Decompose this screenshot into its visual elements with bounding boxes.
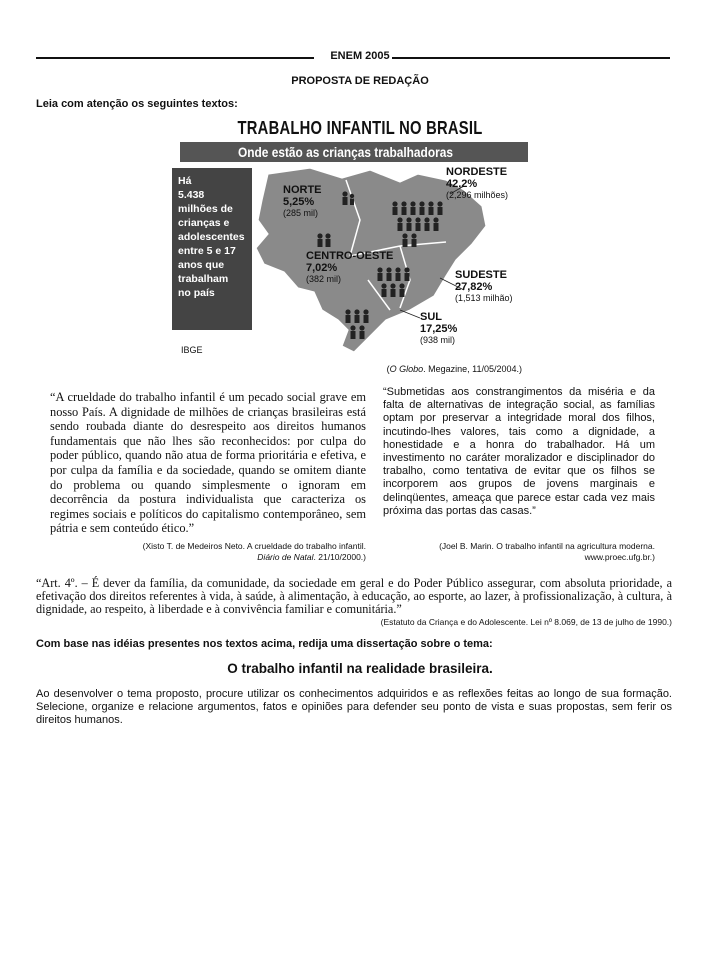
infographic-title: TRABALHO INFANTIL NO BRASIL	[237, 118, 483, 138]
section-title: PROPOSTA DE REDAÇÃO	[291, 75, 429, 87]
region-pct: 27,82%	[455, 281, 493, 293]
region-label-nordeste	[446, 166, 508, 200]
box-line: crianças e	[178, 217, 230, 229]
text2-body: “Submetidas aos constrangimentos da miséria e da falta de alternativas de integração social, as famílias optam por preservar a integridade moral dos filhos, incutindo-lhes valores, tais como a dignidade, a honestidade e a honra do trabalhador. Há um investimento no caráter moralizador e disciplinador do trabalho, como tentativa de evitar que os filhos se incorporem aos grupos de jovens marginais e delinqüentes, ameaça que parece estar cada vez mais próxima das portas das casas.”	[383, 386, 655, 517]
region-pct: 5,25%	[283, 196, 315, 208]
text1-cite-line1: (Xisto T. de Medeiros Neto. A crueldade do trabalho infantil.	[142, 541, 366, 551]
region-name: NORTE	[283, 184, 322, 196]
region-label-sudeste	[455, 269, 513, 303]
infographic-source: (O Globo. Megazine, 11/05/2004.)	[386, 364, 522, 374]
region-count: (1,513 milhão)	[455, 293, 513, 303]
box-line: trabalham	[178, 273, 229, 285]
box-line: 5.438	[178, 189, 205, 201]
text1-cite-line2: Diário de Natal. 21/10/2000.)	[257, 552, 366, 562]
box-line: adolescentes	[178, 231, 245, 243]
region-pct: 7,02%	[306, 262, 338, 274]
region-count: (285 mil)	[283, 208, 319, 218]
article-text: “Art. 4º. – É dever da família, da comunidade, da sociedade em geral e do Poder Público assegurar, com absoluta prioridade, a efetivação dos direitos referentes à vida, à saúde, à alimentação, à educação, ao esporte, ao lazer, à profissionalização, à cultura, à dignidade, ao respeito, à liberdade e à convivência familiar e comunitária.”	[36, 576, 672, 617]
box-line: no país	[178, 287, 215, 299]
exam-title: ENEM 2005	[330, 50, 390, 62]
box-line: Há	[178, 175, 192, 187]
text1-citation	[50, 541, 366, 563]
essay-prompt: Com base nas idéias presentes nos textos acima, redija uma dissertação sobre o tema:	[36, 638, 493, 650]
region-name: CENTRO-OESTE	[306, 250, 394, 262]
lead-text: Leia com atenção os seguintes textos:	[36, 98, 238, 110]
region-count: (938 mil)	[420, 335, 456, 345]
text2-cite-line1: (Joel B. Marin. O trabalho infantil na agricultura moderna.	[439, 541, 655, 551]
infographic-total-box	[172, 168, 252, 330]
region-name: NORDESTE	[446, 166, 508, 178]
text2-cite-line2: www.proec.ufg.br.)	[584, 552, 655, 562]
region-label-norte	[283, 184, 322, 218]
infographic-subtitle: Onde estão as crianças trabalhadoras	[238, 144, 453, 160]
region-count: (382 mil)	[306, 274, 342, 284]
region-name: SUL	[420, 311, 442, 323]
essay-instructions: Ao desenvolver o tema proposto, procure utilizar os conhecimentos adquiridos e as reflexões feitas ao longo de sua formação. Selecione, organize e relacione argumentos, fatos e opiniões para defender seu ponto de vista e suas propostas, sem ferir os direitos humanos.	[36, 688, 672, 727]
article-citation: (Estatuto da Criança e do Adolescente. Lei nº 8.069, de 13 de julho de 1990.)	[380, 617, 672, 627]
region-label-sul	[420, 311, 457, 345]
box-line: anos que	[178, 259, 225, 271]
infographic-credit: IBGE	[181, 345, 203, 355]
region-count: (2,296 milhões)	[446, 190, 509, 200]
text1-body: “A crueldade do trabalho infantil é um pecado social grave em nosso País. A dignidade de milhões de crianças brasileiras está sendo roubada diante do desrespeito aos direitos humanos fundamentais que não lhes são reconhecidos: por culpa do poder público, quando não atua de forma prioritária e efetiva, e por culpa da família e da sociedade, quando se omitem diante do problema ou quando simplesmente o ignoram em decorrência da postura individualista que caracteriza os regimes sociais e políticos do capitalismo contemporâneo, sem pátria e sem conteúdo ético.”	[50, 390, 366, 536]
region-label-centro-oeste	[306, 250, 393, 284]
box-line: milhões de	[178, 203, 233, 215]
region-pct: 17,25%	[420, 323, 458, 335]
region-pct: 42,2%	[446, 178, 478, 190]
essay-theme: O trabalho infantil na realidade brasileira.	[227, 661, 493, 676]
infographic-subtitle-band	[180, 142, 528, 162]
region-name: SUDESTE	[455, 269, 507, 281]
text2-citation	[383, 541, 655, 563]
box-line: entre 5 e 17	[178, 245, 236, 257]
